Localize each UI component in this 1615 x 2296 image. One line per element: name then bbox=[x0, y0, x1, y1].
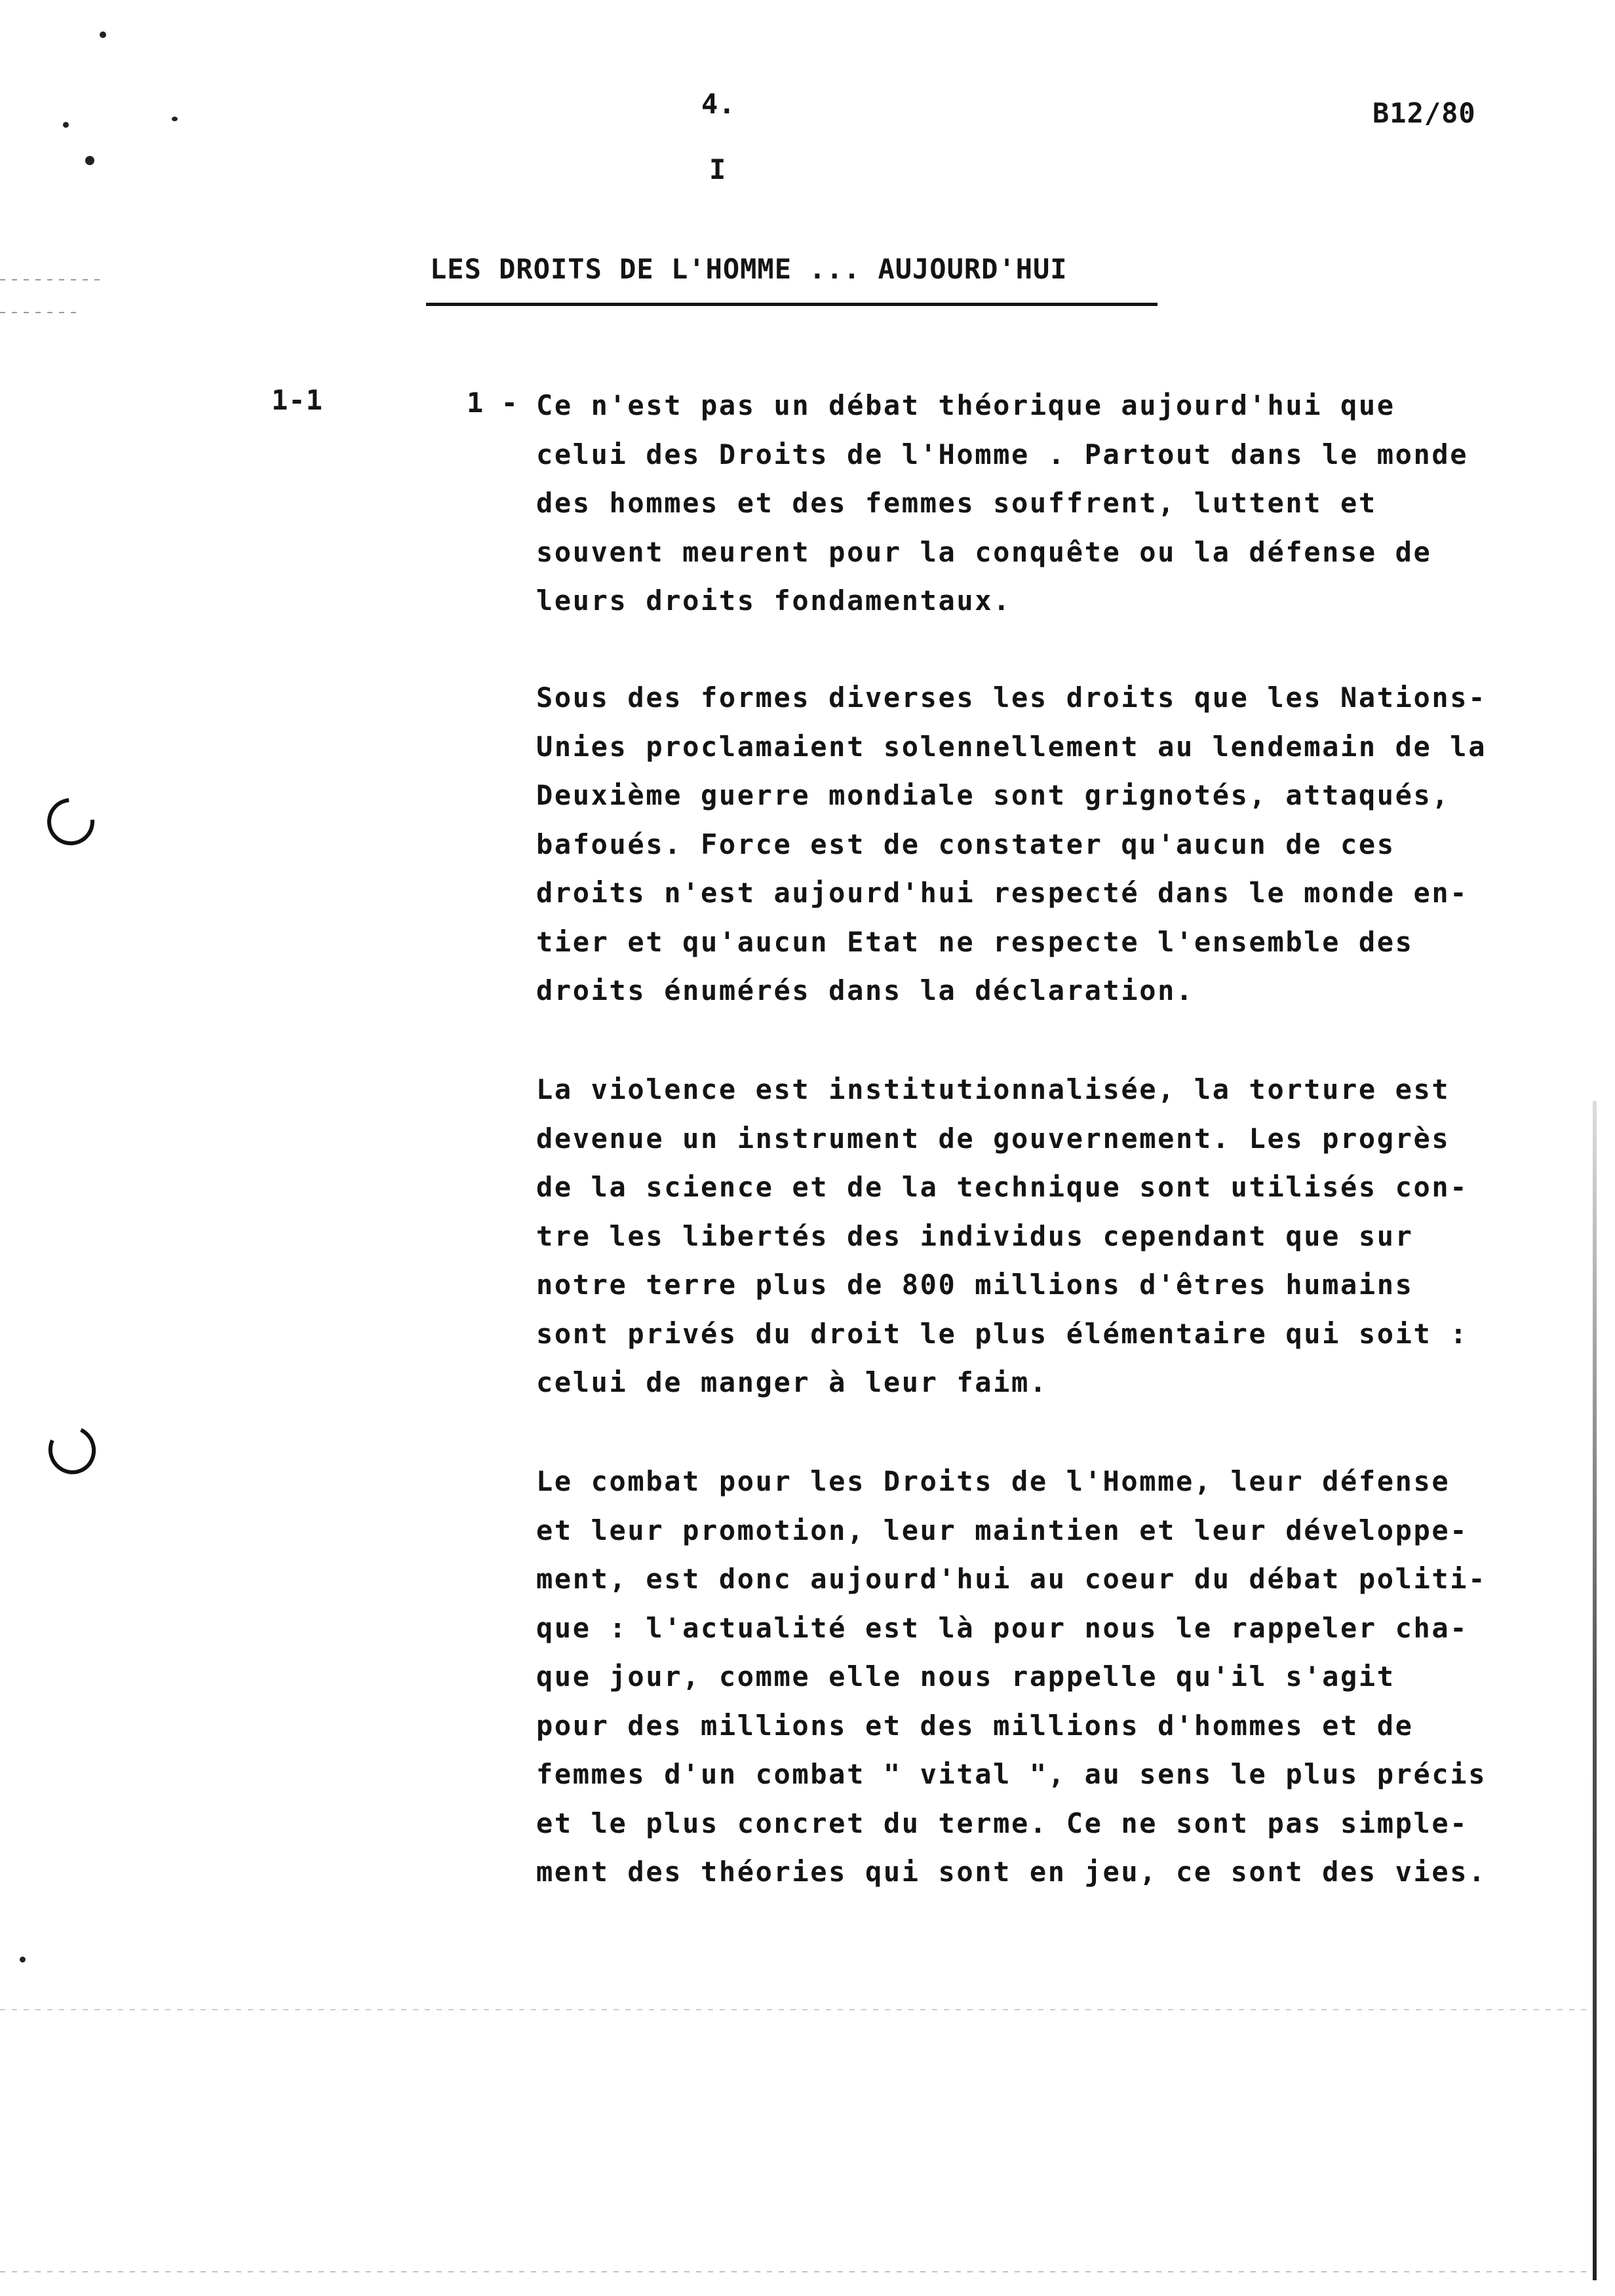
margin-reference: 1-1 bbox=[271, 384, 323, 416]
scan-speck bbox=[20, 1957, 26, 1962]
scan-speck bbox=[100, 31, 106, 38]
punch-hole-mark bbox=[37, 788, 104, 854]
text-line: devenue un instrument de gouvernement. Les progrès bbox=[536, 1122, 1450, 1155]
text-line: bafoués. Force est de constater qu'aucun de ces bbox=[536, 828, 1395, 860]
text-line: Deuxième guerre mondiale sont grignotés, attaqués, bbox=[536, 779, 1450, 811]
scan-line bbox=[0, 312, 79, 313]
scan-speck bbox=[63, 122, 69, 128]
text-line: ment des théories qui sont en jeu, ce sont des vies. bbox=[536, 1856, 1487, 1888]
text-line: tre les libertés des individus cependant que sur bbox=[536, 1219, 1414, 1252]
text-line: et leur promotion, leur maintien et leur développe- bbox=[536, 1514, 1469, 1546]
punch-hole-mark bbox=[42, 1419, 103, 1481]
text-line: droits énumérés dans la déclaration. bbox=[536, 974, 1194, 1006]
text-line: Sous des formes diverses les droits que les Nations- bbox=[536, 681, 1487, 714]
title-underline bbox=[426, 303, 1158, 306]
text-line: Ce n'est pas un débat théorique aujourd'hui que bbox=[536, 389, 1395, 421]
scan-edge bbox=[1593, 1101, 1597, 2280]
text-line: tier et qu'aucun Etat ne respecte l'ensemble des bbox=[536, 925, 1414, 958]
page-number: 4. bbox=[701, 88, 736, 120]
section-numeral: I bbox=[709, 153, 727, 185]
text-line: celui de manger à leur faim. bbox=[536, 1366, 1048, 1398]
scan-speck bbox=[85, 156, 94, 165]
text-line: et le plus concret du terme. Ce ne sont pas simple- bbox=[536, 1807, 1469, 1839]
text-line: souvent meurent pour la conquête ou la défense de bbox=[536, 535, 1432, 568]
text-line: femmes d'un combat " vital ", au sens le plus précis bbox=[536, 1758, 1487, 1790]
reference-code: B12/80 bbox=[1372, 97, 1476, 129]
text-line: La violence est institutionnalisée, la torture est bbox=[536, 1073, 1450, 1105]
text-line: droits n'est aujourd'hui respecté dans le monde en- bbox=[536, 877, 1469, 909]
scan-line bbox=[0, 279, 105, 280]
paragraph-4 bbox=[536, 1457, 1572, 1897]
text-line: notre terre plus de 800 millions d'êtres humains bbox=[536, 1269, 1414, 1301]
text-line: pour des millions et des millions d'hommes et de bbox=[536, 1709, 1414, 1742]
text-line: sont privés du droit le plus élémentaire qui soit : bbox=[536, 1317, 1469, 1350]
text-line: celui des Droits de l'Homme . Partout dans le monde bbox=[536, 438, 1469, 470]
item-number: 1 - bbox=[467, 387, 518, 419]
text-line: que jour, comme elle nous rappelle qu'il s'agit bbox=[536, 1660, 1395, 1693]
text-line: Le combat pour les Droits de l'Homme, leur défense bbox=[536, 1465, 1450, 1497]
text-line: Unies proclamaient solennellement au lendemain de la bbox=[536, 730, 1487, 763]
scan-speck bbox=[172, 117, 178, 121]
paragraph-2 bbox=[536, 674, 1572, 1016]
page-title: LES DROITS DE L'HOMME ... AUJOURD'HUI bbox=[430, 253, 1068, 285]
text-line: des hommes et des femmes souffrent, luttent et bbox=[536, 487, 1377, 519]
text-line: que : l'actualité est là pour nous le rappeler cha- bbox=[536, 1611, 1469, 1644]
text-line: leurs droits fondamentaux. bbox=[536, 584, 1012, 617]
paragraph-1 bbox=[536, 381, 1572, 626]
text-line: de la science et de la technique sont utilisés con- bbox=[536, 1171, 1469, 1203]
scan-line bbox=[0, 2271, 1586, 2272]
text-line: ment, est donc aujourd'hui au coeur du débat politi- bbox=[536, 1563, 1487, 1595]
scan-line bbox=[0, 2009, 1586, 2010]
paragraph-3 bbox=[536, 1065, 1572, 1407]
